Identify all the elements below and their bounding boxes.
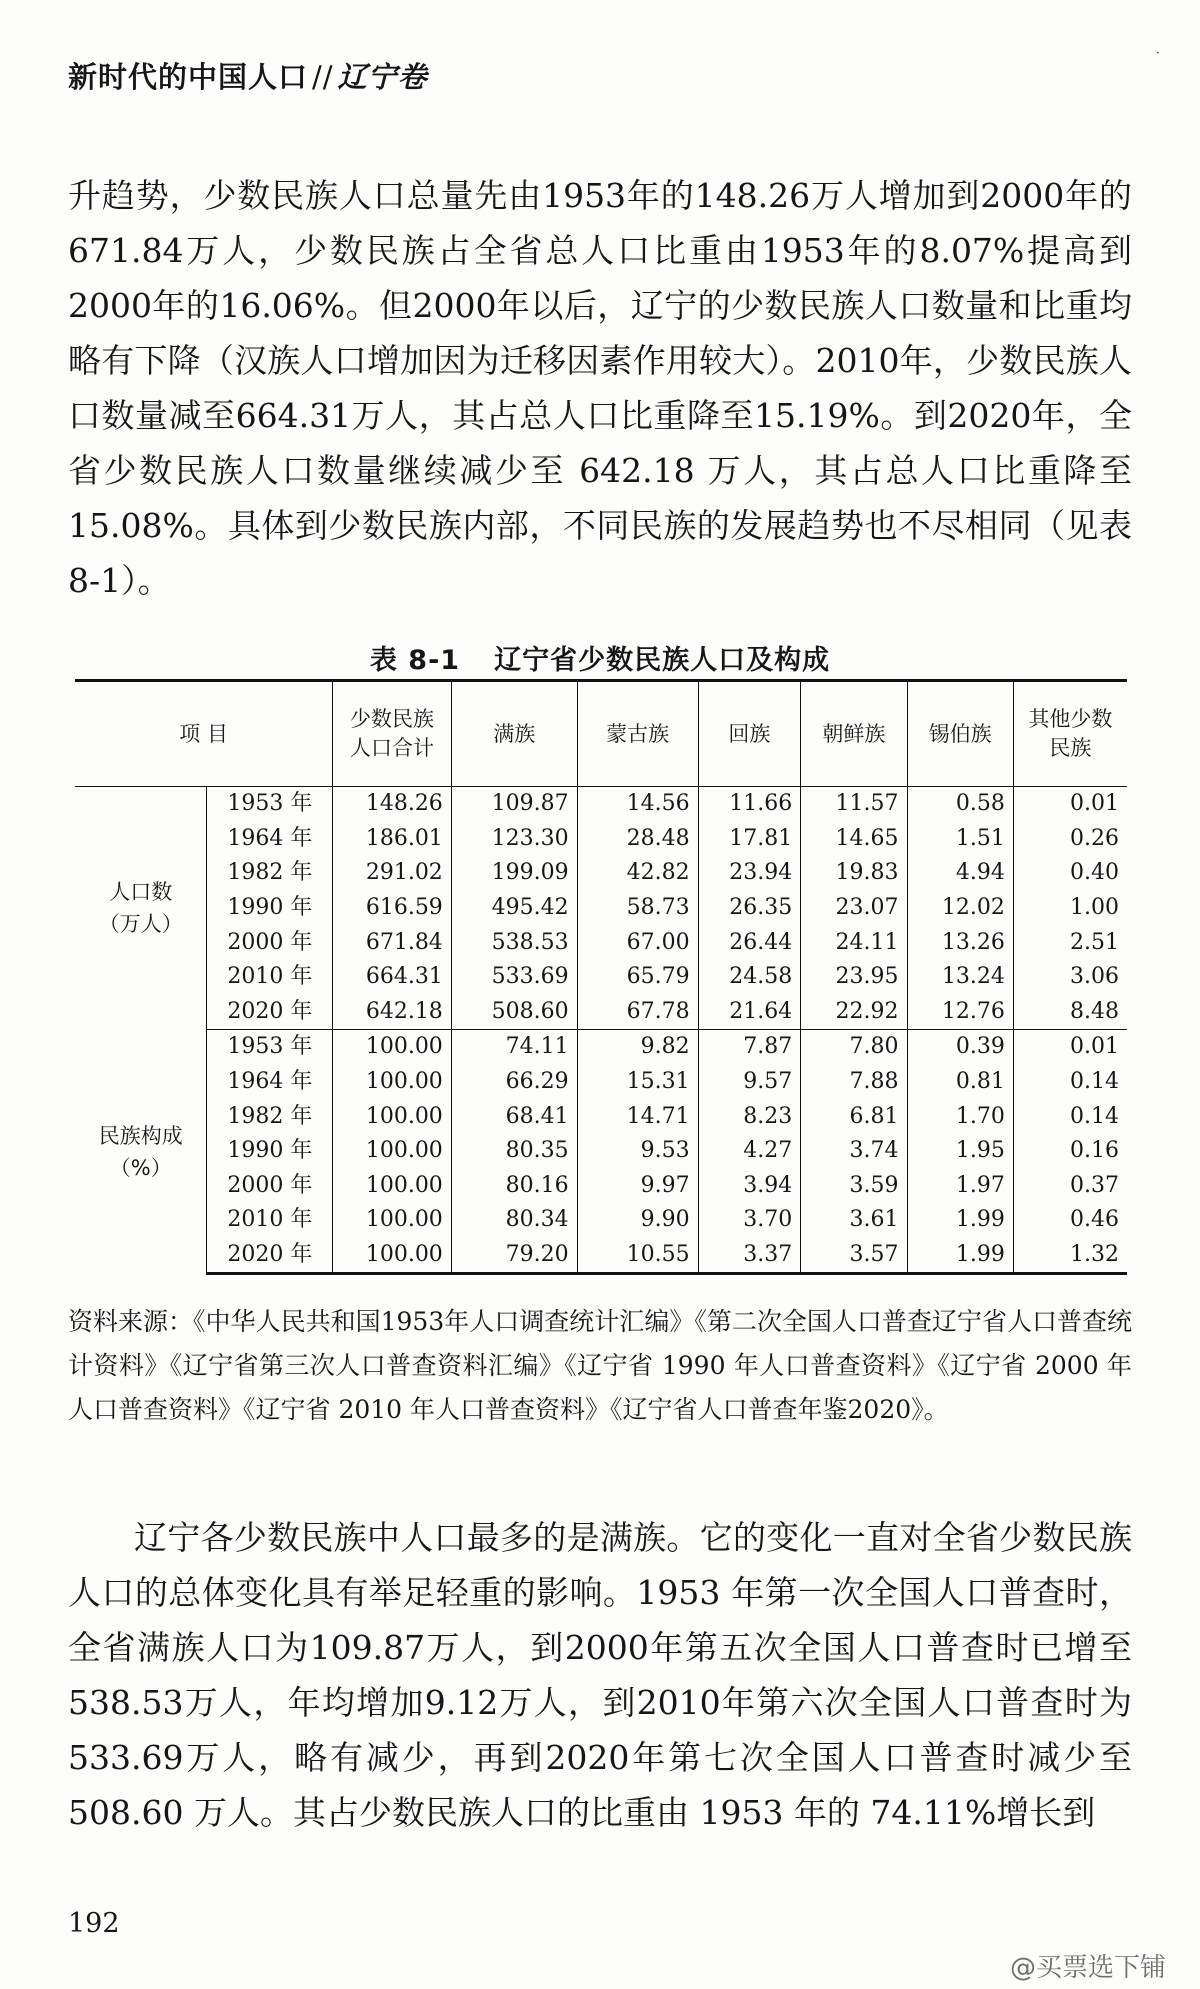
xibe-cell: 0.58 bbox=[907, 787, 1013, 822]
volume-title: 辽宁卷 bbox=[337, 60, 428, 94]
other-cell: 0.14 bbox=[1013, 1099, 1127, 1134]
table-row bbox=[75, 856, 1127, 891]
mongol-cell: 9.53 bbox=[577, 1134, 698, 1169]
header-total: 少数民族人口合计 bbox=[333, 681, 452, 787]
year-cell: 1990 年 bbox=[207, 1134, 333, 1169]
composition-group-label bbox=[75, 1030, 207, 1274]
header-item: 项 目 bbox=[75, 681, 333, 787]
xibe-cell: 1.99 bbox=[907, 1203, 1013, 1238]
total-cell: 642.18 bbox=[333, 995, 452, 1030]
mongol-cell: 9.97 bbox=[577, 1169, 698, 1204]
year-cell: 2020 年 bbox=[207, 995, 333, 1030]
total-cell: 100.00 bbox=[333, 1030, 452, 1065]
xibe-cell: 13.26 bbox=[907, 925, 1013, 960]
total-cell: 100.00 bbox=[333, 1238, 452, 1274]
header-other: 其他少数民族 bbox=[1013, 681, 1127, 787]
xibe-cell: 0.81 bbox=[907, 1065, 1013, 1100]
population-group-label bbox=[75, 787, 207, 1030]
table-row bbox=[75, 1169, 1127, 1204]
total-cell: 148.26 bbox=[333, 787, 452, 822]
book-title: 新时代的中国人口 bbox=[68, 60, 309, 94]
hui-cell: 3.94 bbox=[698, 1169, 801, 1204]
other-cell: 3.06 bbox=[1013, 960, 1127, 995]
korean-cell: 23.07 bbox=[801, 891, 907, 926]
year-cell: 1964 年 bbox=[207, 822, 333, 857]
other-cell: 8.48 bbox=[1013, 995, 1127, 1030]
manchu-cell: 533.69 bbox=[451, 960, 577, 995]
year-cell: 2000 年 bbox=[207, 925, 333, 960]
year-cell: 1964 年 bbox=[207, 1065, 333, 1100]
xibe-cell: 13.24 bbox=[907, 960, 1013, 995]
body-paragraph-1: 升趋势，少数民族人口总量先由1953年的148.26万人增加到2000年的671.84万人，少数民族占全省总人口比重由1953年的8.07%提高到2000年的16.06%。但2000年以后，辽宁的少数民族人口数量和比重均略有下降（汉族人口增加因为迁移因素作用较大）。2010年，少数民族人口数量减至664.31万人，其占总人口比重降至15.19%。到2020年，全省少数民族人口数量继续减少至 642.18 万人，其占总人口比重降至15.08%。具体到少数民族内部，不同民族的发展趋势也不尽相同（见表8-1）。 bbox=[68, 176, 1132, 600]
table-row bbox=[75, 995, 1127, 1030]
mongol-cell: 65.79 bbox=[577, 960, 698, 995]
korean-cell: 19.83 bbox=[801, 856, 907, 891]
other-cell: 0.46 bbox=[1013, 1203, 1127, 1238]
mongol-cell: 14.56 bbox=[577, 787, 698, 822]
other-cell: 1.00 bbox=[1013, 891, 1127, 926]
hui-cell: 26.35 bbox=[698, 891, 801, 926]
other-cell: 0.37 bbox=[1013, 1169, 1127, 1204]
other-cell: 0.14 bbox=[1013, 1065, 1127, 1100]
mongol-cell: 67.78 bbox=[577, 995, 698, 1030]
composition-group-unit: （%） bbox=[109, 1155, 172, 1180]
header-hui: 回族 bbox=[698, 681, 801, 787]
table-source-note: 资料来源：《中华人民共和国1953年人口调查统计汇编》《第二次全国人口普查辽宁省人口普查统计资料》《辽宁省第三次人口普查资料汇编》《辽宁省 1990 年人口普查资料》《辽宁省 2000 年人口普查资料》《辽宁省 2010 年人口普查资料》《辽宁省人口普查年鉴2020》。 bbox=[68, 1307, 1132, 1424]
manchu-cell: 508.60 bbox=[451, 995, 577, 1030]
header-mongol: 蒙古族 bbox=[577, 681, 698, 787]
xibe-cell: 1.97 bbox=[907, 1169, 1013, 1204]
korean-cell: 14.65 bbox=[801, 822, 907, 857]
population-group-unit: （万人） bbox=[98, 912, 183, 937]
korean-cell: 22.92 bbox=[801, 995, 907, 1030]
corner-mark: · bbox=[1156, 46, 1160, 60]
hui-cell: 24.58 bbox=[698, 960, 801, 995]
table-row bbox=[75, 960, 1127, 995]
table-row bbox=[75, 787, 1127, 822]
xibe-cell: 12.76 bbox=[907, 995, 1013, 1030]
mongol-cell: 42.82 bbox=[577, 856, 698, 891]
table-row bbox=[75, 1238, 1127, 1274]
hui-cell: 26.44 bbox=[698, 925, 801, 960]
other-cell: 0.16 bbox=[1013, 1134, 1127, 1169]
table-row bbox=[75, 1065, 1127, 1100]
other-cell: 0.26 bbox=[1013, 822, 1127, 857]
other-cell: 1.32 bbox=[1013, 1238, 1127, 1274]
population-group-title: 人口数 bbox=[109, 880, 173, 905]
manchu-cell: 109.87 bbox=[451, 787, 577, 822]
total-cell: 671.84 bbox=[333, 925, 452, 960]
population-table bbox=[75, 679, 1127, 1275]
mongol-cell: 10.55 bbox=[577, 1238, 698, 1274]
total-cell: 186.01 bbox=[333, 822, 452, 857]
xibe-cell: 12.02 bbox=[907, 891, 1013, 926]
year-cell: 1953 年 bbox=[207, 1030, 333, 1065]
manchu-cell: 80.34 bbox=[451, 1203, 577, 1238]
year-cell: 2020 年 bbox=[207, 1238, 333, 1274]
year-cell: 1953 年 bbox=[207, 787, 333, 822]
table-caption bbox=[0, 638, 1200, 677]
xibe-cell: 4.94 bbox=[907, 856, 1013, 891]
year-cell: 2010 年 bbox=[207, 1203, 333, 1238]
korean-cell: 3.61 bbox=[801, 1203, 907, 1238]
table-row bbox=[75, 1134, 1127, 1169]
hui-cell: 9.57 bbox=[698, 1065, 801, 1100]
year-cell: 2000 年 bbox=[207, 1169, 333, 1204]
manchu-cell: 80.16 bbox=[451, 1169, 577, 1204]
year-cell: 1982 年 bbox=[207, 856, 333, 891]
other-cell: 2.51 bbox=[1013, 925, 1127, 960]
manchu-cell: 79.20 bbox=[451, 1238, 577, 1274]
other-cell: 0.01 bbox=[1013, 1030, 1127, 1065]
table-body bbox=[75, 787, 1127, 1274]
manchu-cell: 68.41 bbox=[451, 1099, 577, 1134]
korean-cell: 3.74 bbox=[801, 1134, 907, 1169]
total-cell: 100.00 bbox=[333, 1169, 452, 1204]
korean-cell: 11.57 bbox=[801, 787, 907, 822]
table-row bbox=[75, 891, 1127, 926]
manchu-cell: 199.09 bbox=[451, 856, 577, 891]
header-manchu: 满族 bbox=[451, 681, 577, 787]
body-paragraph-2: 辽宁各少数民族中人口最多的是满族。它的变化一直对全省少数民族人口的总体变化具有举足轻重的影响。1953 年第一次全国人口普查时，全省满族人口为109.87万人，到2000年第五次全国人口普查时已增至538.53万人，年均增加9.12万人，到2010年第六次全国人口普查时为533.69万人，略有减少，再到2020年第七次全国人口普查时减少至 508.60 万人。其占少数民族人口的比重由 1953 年的 74.11%增长到 bbox=[68, 1518, 1132, 1832]
hui-cell: 4.27 bbox=[698, 1134, 801, 1169]
total-cell: 291.02 bbox=[333, 856, 452, 891]
watermark: @买票选下铺 bbox=[1010, 1953, 1167, 1983]
mongol-cell: 28.48 bbox=[577, 822, 698, 857]
year-cell: 1990 年 bbox=[207, 891, 333, 926]
hui-cell: 21.64 bbox=[698, 995, 801, 1030]
table-number: 表 8-1 bbox=[369, 645, 461, 676]
mongol-cell: 14.71 bbox=[577, 1099, 698, 1134]
total-cell: 100.00 bbox=[333, 1134, 452, 1169]
header-korean: 朝鲜族 bbox=[801, 681, 907, 787]
korean-cell: 7.88 bbox=[801, 1065, 907, 1100]
xibe-cell: 1.95 bbox=[907, 1134, 1013, 1169]
table-row bbox=[75, 822, 1127, 857]
manchu-cell: 495.42 bbox=[451, 891, 577, 926]
hui-cell: 8.23 bbox=[698, 1099, 801, 1134]
xibe-cell: 1.70 bbox=[907, 1099, 1013, 1134]
mongol-cell: 9.82 bbox=[577, 1030, 698, 1065]
total-cell: 100.00 bbox=[333, 1099, 452, 1134]
manchu-cell: 74.11 bbox=[451, 1030, 577, 1065]
hui-cell: 11.66 bbox=[698, 787, 801, 822]
manchu-cell: 80.35 bbox=[451, 1134, 577, 1169]
running-header bbox=[68, 55, 428, 96]
korean-cell: 3.57 bbox=[801, 1238, 907, 1274]
header-separator: // bbox=[312, 60, 334, 94]
hui-cell: 3.37 bbox=[698, 1238, 801, 1274]
hui-cell: 17.81 bbox=[698, 822, 801, 857]
korean-cell: 6.81 bbox=[801, 1099, 907, 1134]
korean-cell: 3.59 bbox=[801, 1169, 907, 1204]
mongol-cell: 67.00 bbox=[577, 925, 698, 960]
manchu-cell: 66.29 bbox=[451, 1065, 577, 1100]
mongol-cell: 15.31 bbox=[577, 1065, 698, 1100]
page-number: 192 bbox=[68, 1908, 120, 1939]
korean-cell: 24.11 bbox=[801, 925, 907, 960]
table-row bbox=[75, 1030, 1127, 1065]
hui-cell: 7.87 bbox=[698, 1030, 801, 1065]
table-title: 辽宁省少数民族人口及构成 bbox=[494, 645, 831, 676]
xibe-cell: 1.99 bbox=[907, 1238, 1013, 1274]
year-cell: 1982 年 bbox=[207, 1099, 333, 1134]
korean-cell: 7.80 bbox=[801, 1030, 907, 1065]
other-cell: 0.01 bbox=[1013, 787, 1127, 822]
total-cell: 664.31 bbox=[333, 960, 452, 995]
total-cell: 616.59 bbox=[333, 891, 452, 926]
header-xibe: 锡伯族 bbox=[907, 681, 1013, 787]
table-header-row bbox=[75, 681, 1127, 787]
manchu-cell: 538.53 bbox=[451, 925, 577, 960]
other-cell: 0.40 bbox=[1013, 856, 1127, 891]
mongol-cell: 9.90 bbox=[577, 1203, 698, 1238]
table-row bbox=[75, 925, 1127, 960]
hui-cell: 23.94 bbox=[698, 856, 801, 891]
mongol-cell: 58.73 bbox=[577, 891, 698, 926]
total-cell: 100.00 bbox=[333, 1065, 452, 1100]
xibe-cell: 0.39 bbox=[907, 1030, 1013, 1065]
hui-cell: 3.70 bbox=[698, 1203, 801, 1238]
xibe-cell: 1.51 bbox=[907, 822, 1013, 857]
table-row bbox=[75, 1203, 1127, 1238]
korean-cell: 23.95 bbox=[801, 960, 907, 995]
year-cell: 2010 年 bbox=[207, 960, 333, 995]
table-row bbox=[75, 1099, 1127, 1134]
composition-group-title: 民族构成 bbox=[98, 1123, 183, 1148]
total-cell: 100.00 bbox=[333, 1203, 452, 1238]
manchu-cell: 123.30 bbox=[451, 822, 577, 857]
